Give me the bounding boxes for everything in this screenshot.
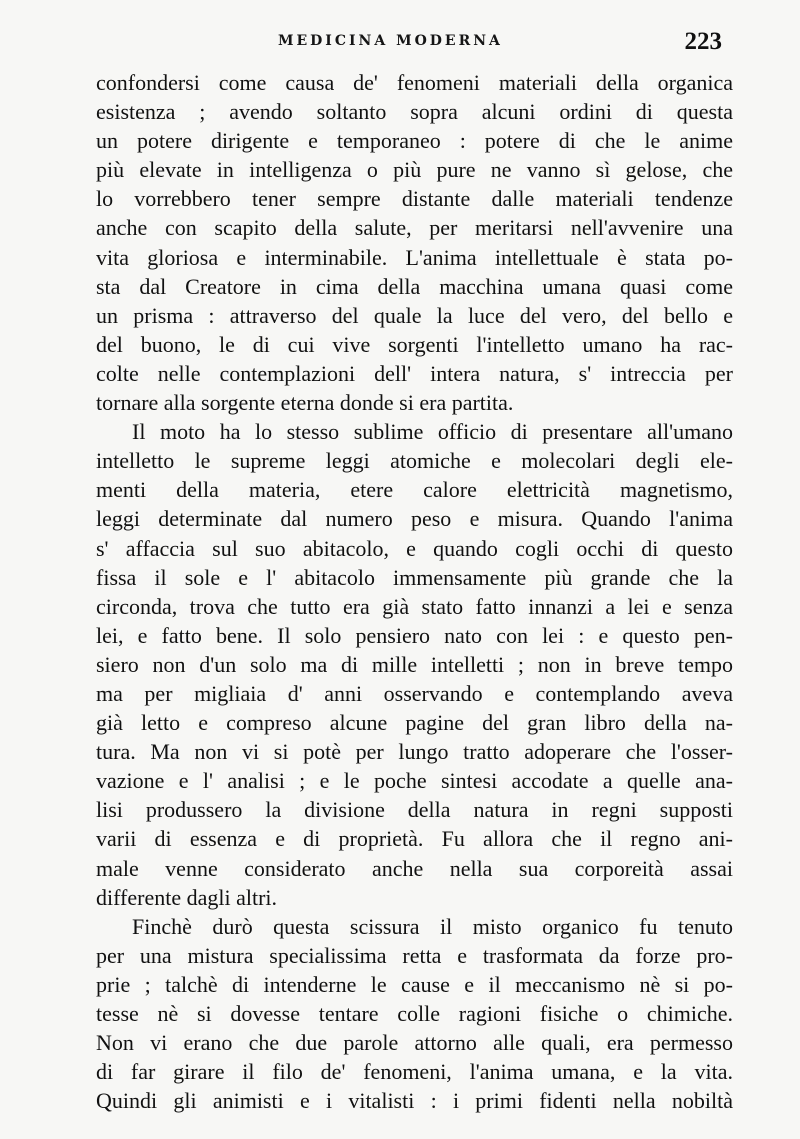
text-line: più elevate in intelligenza o più pure ne vanno sì gelose, che	[96, 157, 733, 183]
text-line: menti della materia, etere calore elettricità magnetismo,	[96, 477, 733, 503]
paragraph-2	[96, 417, 733, 912]
text-line: un prisma : attraverso del quale la luce del vero, del bello e	[96, 302, 733, 328]
text-line: già letto e compreso alcune pagine del gran libro della na-	[96, 710, 733, 736]
text-line: Finchè durò questa scissura il misto organico fu tenuto	[132, 913, 733, 939]
text-line: lei, e fatto bene. Il solo pensiero nato con lei : e questo pen-	[96, 622, 733, 648]
text-line: Quindi gli animisti e i vitalisti : i primi fidenti nella nobiltà	[96, 1088, 733, 1114]
text-line: ma per migliaia d' anni osservando e contemplando aveva	[96, 680, 733, 706]
text-line: un potere dirigente e temporaneo : potere di che le anime	[96, 128, 733, 154]
paragraph-3	[96, 912, 733, 1116]
text-line: vita gloriosa e interminabile. L'anima intellettuale è stata po-	[96, 244, 733, 270]
text-line: tura. Ma non vi si potè per lungo tratto adoperare che l'osser-	[96, 739, 733, 765]
running-title: MEDICINA MODERNA	[278, 33, 503, 49]
text-line: tesse nè si dovesse tentare colle ragioni fisiche o chimiche.	[96, 1001, 733, 1026]
text-line: tornare alla sorgente eterna donde si era partita.	[96, 390, 514, 416]
text-line: sta dal Creatore in cima della macchina umana quasi come	[96, 273, 733, 299]
text-line: esistenza ; avendo soltanto sopra alcuni ordini di questa	[96, 99, 733, 125]
text-line: intelletto le supreme leggi atomiche e molecolari degli ele-	[96, 448, 733, 474]
text-line: lisi produssero la divisione della natura in regni supposti	[96, 797, 733, 823]
page-number: 223	[684, 28, 722, 55]
text-line: male venne considerato anche nella sua corporeità assai	[96, 855, 733, 881]
text-line: di far girare il filo de' fenomeni, l'anima umana, e la vita.	[96, 1059, 733, 1085]
text-line: lo vorrebbero tener sempre distante dalle materiali tendenze	[96, 186, 733, 212]
paragraph-1	[96, 68, 733, 417]
text-line: leggi determinate dal numero peso e misura. Quando l'anima	[96, 506, 733, 532]
text-line: varii di essenza e di proprietà. Fu allora che il regno ani-	[96, 826, 733, 852]
text-line: circonda, trova che tutto era già stato fatto innanzi a lei e senza	[96, 593, 733, 619]
text-line: differente dagli altri.	[96, 884, 278, 910]
text-line: Il moto ha lo stesso sublime officio di presentare all'umano	[132, 419, 733, 445]
text-line: s' affaccia sul suo abitacolo, e quando cogli occhi di questo	[96, 535, 733, 561]
text-line: fissa il sole e l' abitacolo immensamente più grande che la	[96, 564, 733, 590]
text-line: siero non d'un solo ma di mille intelletti ; non in breve tempo	[96, 651, 733, 677]
text-line: confondersi come causa de' fenomeni materiali della organica	[96, 70, 733, 95]
text-line: per una mistura specialissima retta e trasformata da forze pro-	[96, 942, 733, 968]
body-text	[96, 68, 733, 1115]
text-line: anche con scapito della salute, per meritarsi nell'avvenire una	[96, 215, 733, 241]
text-line: prie ; talchè di intenderne le cause e il meccanismo nè si po-	[96, 971, 733, 997]
text-line: colte nelle contemplazioni dell' intera natura, s' intreccia per	[96, 360, 733, 386]
text-line: Non vi erano che due parole attorno alle quali, era permesso	[96, 1030, 733, 1056]
text-line: vazione e l' analisi ; e le poche sintesi accodate a quelle ana-	[96, 768, 733, 794]
text-line: del buono, le di cui vive sorgenti l'intelletto umano ha rac-	[96, 331, 733, 357]
